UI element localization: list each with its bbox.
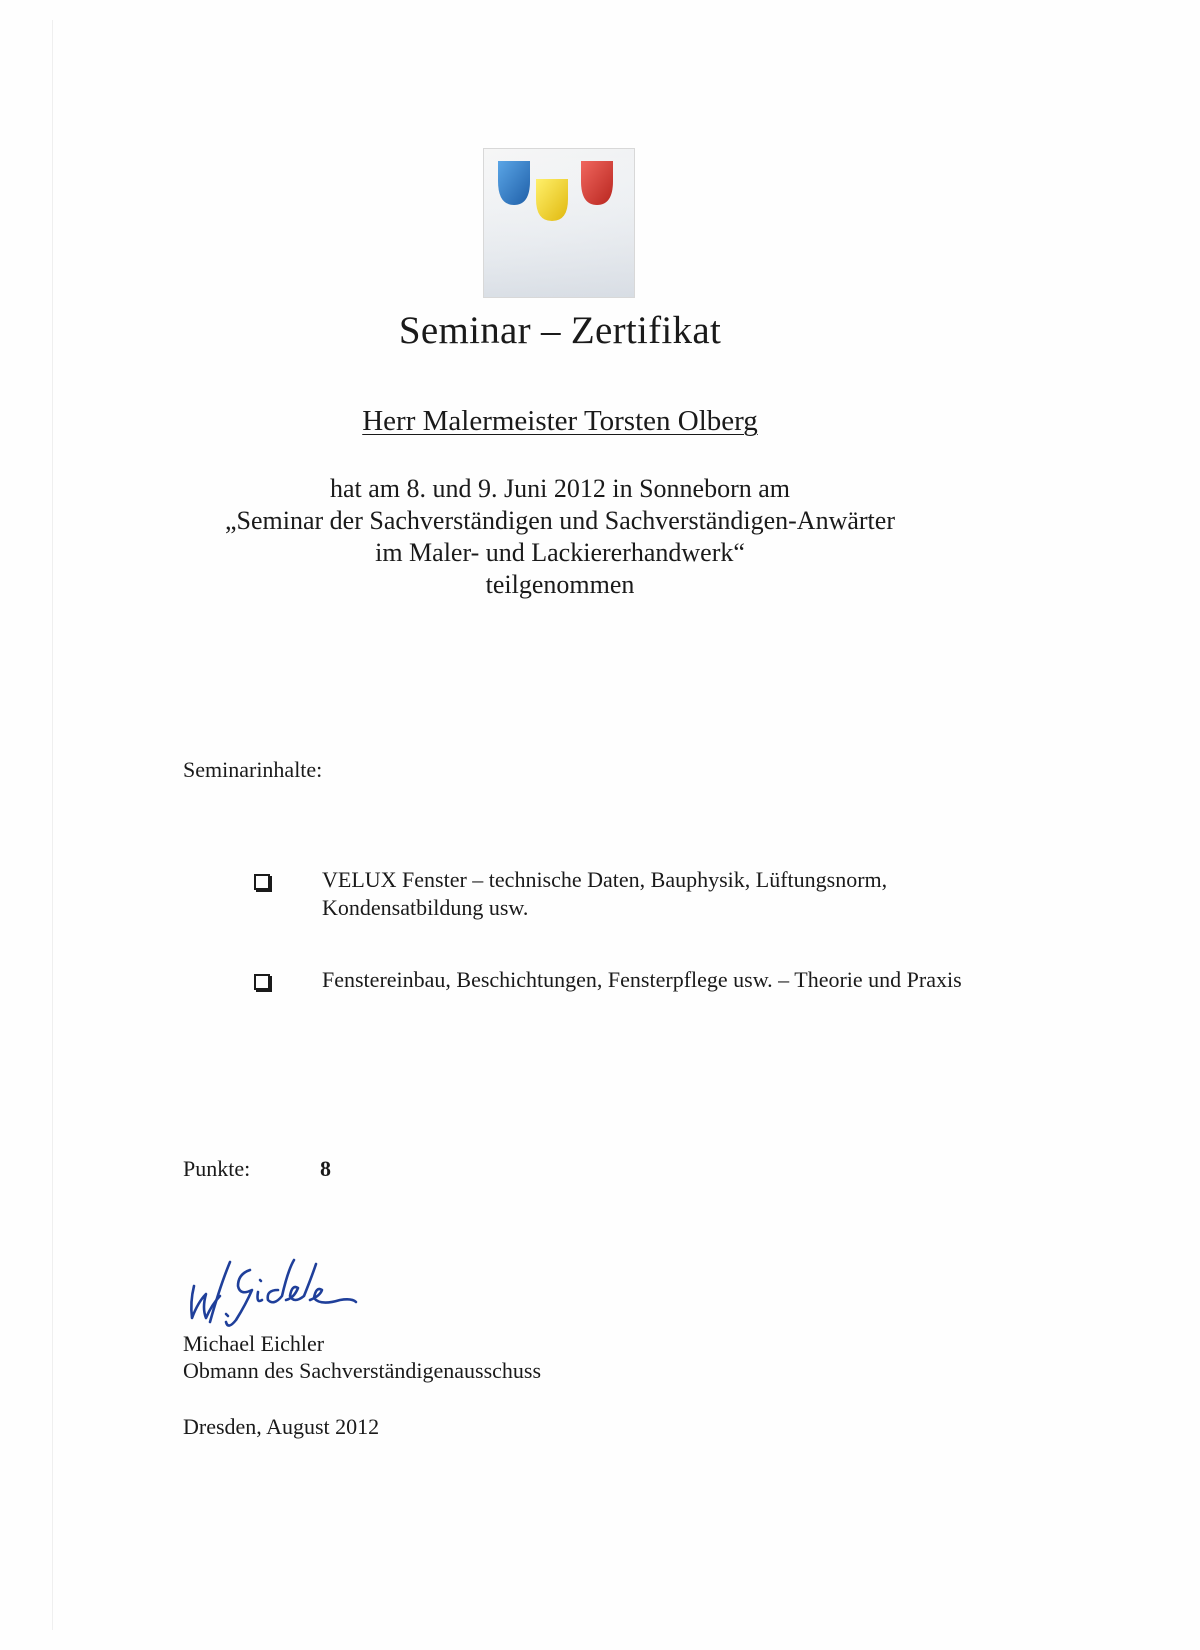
statement-line: teilgenommen xyxy=(485,570,635,599)
statement-line: hat am 8. und 9. Juni 2012 in Sonneborn am xyxy=(329,474,790,503)
list-item-text: Fenstereinbau, Beschichtungen, Fensterpflege usw. – Theorie und Praxis xyxy=(322,967,962,992)
recipient-name: Herr Malermeister Torsten Olberg xyxy=(362,405,758,437)
signer-name: Michael Eichler xyxy=(183,1331,325,1356)
points-value: 8 xyxy=(320,1156,331,1181)
points-label: Punkte: xyxy=(183,1156,251,1181)
certificate-title: Seminar – Zertifikat xyxy=(398,309,722,352)
participation-statement xyxy=(0,473,1120,601)
statement-line: im Maler- und Lackiererhandwerk“ xyxy=(375,538,745,567)
handwritten-signature xyxy=(180,1240,380,1330)
logo-shields-icon xyxy=(484,149,635,298)
place-and-date: Dresden, August 2012 xyxy=(183,1414,380,1439)
contents-label: Seminarinhalte: xyxy=(183,757,323,782)
checkbox-icon xyxy=(254,974,270,990)
list-item-text: VELUX Fenster – technische Daten, Bauphysik, Lüftungsnorm, Kondensatbildung usw. xyxy=(322,867,888,920)
signer-role: Obmann des Sachverständigenausschuss xyxy=(183,1358,542,1383)
association-logo xyxy=(483,148,635,298)
checkbox-icon xyxy=(254,874,270,890)
statement-line: „Seminar der Sachverständigen und Sachverständigen-Anwärter xyxy=(225,506,895,535)
scan-edge xyxy=(52,20,53,1630)
